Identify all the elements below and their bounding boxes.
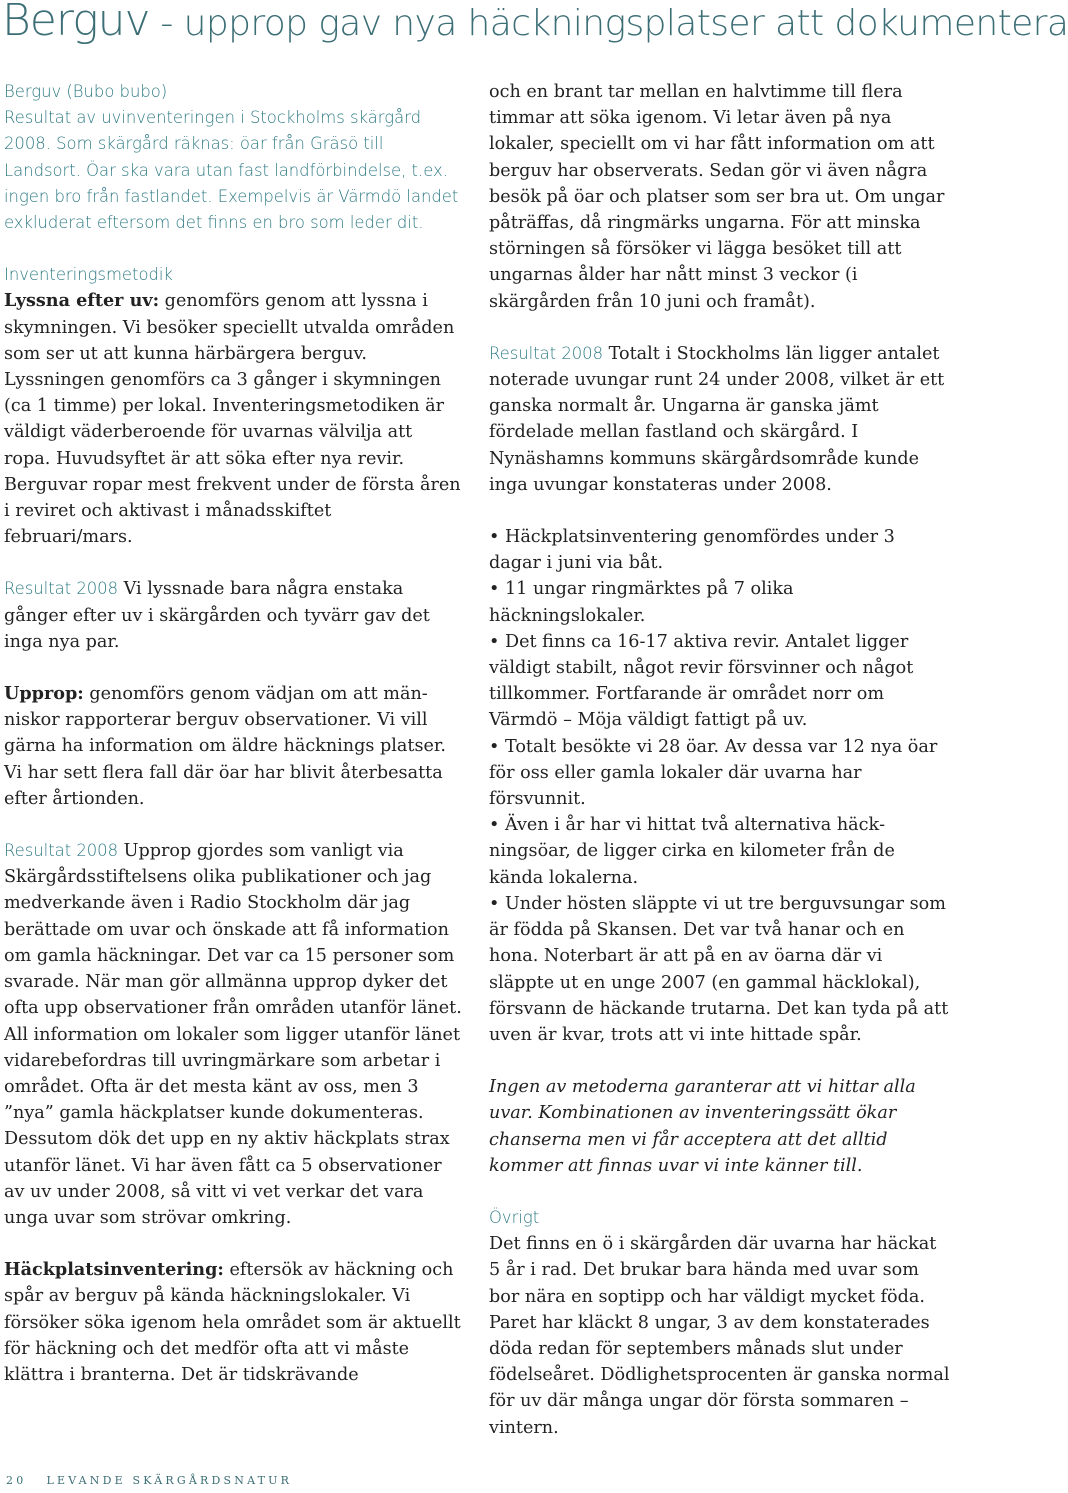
- title-subtitle: - upprop gav nya häckningsplatser att dokumentera: [149, 3, 1068, 44]
- result-paragraph-1: [4, 576, 462, 655]
- ovrigt-paragraph: Det finns en ö i skärgården där uvarna har häckat 5 år i rad. Det brukar bara hända med uvar som bor nära en soptipp och har väldigt mycket föda. Paret har kläckt 8 ungar, 3 av dem konstaterades döda redan för septembers månads slut under födelseåret. Dödlighetsprocenten är ganska normal för uv där många ungar dör första sommaren – vintern.: [489, 1234, 950, 1438]
- page-number: 20: [6, 1474, 27, 1487]
- result-label: Resultat 2008: [4, 841, 119, 861]
- upprop-paragraph: [4, 681, 462, 812]
- bullet-item: • Även i år har vi hittat två alternativa häckningsöar, de ligger cirka en kilometer från de kända lokalerna.: [489, 815, 895, 888]
- publication-name: LEVANDE SKÄRGÅRDSNATUR: [46, 1474, 293, 1487]
- method-heading: Inventeringsmetodik: [4, 265, 173, 285]
- conclusion-italic: Ingen av metoderna garanterar att vi hittar alla uvar. Kombinationen av inventeringssätt ökar chanserna men vi får acceptera att det alltid kommer att finnas uvar vi inte känner till.: [489, 1077, 916, 1176]
- result-text: Upprop gjordes som vanligt via Skärgårdsstiftelsens olika publikationer och jag medverkande även i Radio Stockholm där jag berättade om uvar och önskade att få information om gamla häckningar. Det var ca 15 personer som svarade. När man gör allmänna upprop dyker det ofta upp observationer från områden utanför länet. All information om lokaler som ligger utanför länet vidarebefordras till uvringmärkare som arbetar i området. Ofta är det mesta känt av oss, men 3 ”nya” gamla häckplatser kunde dokumenteras. Dessutom dök det upp en ny aktiv häckplats strax utanför länet. Vi har även fått ca 5 observationer av uv under 2008, så vitt vi vet verkar det vara unga uvar som strövar omkring.: [4, 841, 462, 1228]
- continued-paragraph: och en brant tar mellan en halvtimme till flera timmar att söka igenom. Vi letar även på nya lokaler, speciellt om vi har fått information om att berguv har observerats. Sedan gör vi även några besök på öar och platser som ser bra ut. Om ungar påträffas, då ringmärks ungarna. För att minska störningen så försöker vi lägga besöket till att ungarnas ålder har nått minst 3 veckor (i skärgården från 10 juni och framåt).: [489, 82, 945, 312]
- result-label: Resultat 2008: [4, 579, 119, 599]
- result-text: Vi lyssnade bara några enstaka gånger efter uv i skärgården och tyvärr gav det inga nya par.: [4, 579, 430, 652]
- left-column: [4, 79, 462, 1388]
- hackplats-paragraph: [4, 1257, 462, 1388]
- ovrigt-heading: Övrigt: [489, 1207, 540, 1227]
- title-main: Berguv: [2, 0, 150, 46]
- method-text: genomförs genom att lyssna i skymningen. Vi besöker speciellt utvalda områden som ser ut att kunna härbärgera berguv. Lyssningen genomförs ca 3 gånger i skymningen (ca 1 timme) per lokal. Inventeringsmetodiken är väldigt väderberoende för uvarnas välvilja att ropa. Huvudsyftet är att söka efter nya revir. Berguvar ropar mest frekvent under de första åren i reviret och aktivast i månadsskiftet februari/mars.: [4, 291, 461, 548]
- species-name: Berguv (Bubo bubo): [4, 82, 168, 101]
- method-lead: Lyssna efter uv:: [4, 290, 160, 312]
- bullet-item: • Totalt besökte vi 28 öar. Av dessa var 12 nya öar för oss eller gamla lokaler där uvarna har försvunnit.: [489, 736, 938, 810]
- page-footer: [6, 1474, 292, 1487]
- hackplats-lead: Häckplatsinventering:: [4, 1259, 224, 1281]
- result-label: Resultat 2008: [489, 343, 604, 363]
- hackplats-text: eftersök av häckning och spår av berguv på kända häckningslokaler. Vi försöker söka igenom hela området som är aktuellt för häckning och det medför ofta att vi måste klättra i branterna. Det är tidskrävande: [4, 1260, 461, 1385]
- bullet-item: • 11 ungar ringmärktes på 7 olika häckningslokaler.: [489, 579, 794, 626]
- page-title: [2, 0, 1068, 47]
- upprop-lead: Upprop:: [4, 683, 84, 705]
- result-paragraph-3: [489, 341, 951, 498]
- upprop-text: genomförs genom vädjan om att människor rapporterar berguv observationer. Vi vill gärna ha information om äldre häcknings platser. Vi har sett flera fall där öar har blivit återbesatta efter årtionden.: [4, 684, 446, 809]
- bullet-item: • Häckplatsinventering genomfördes under 3 dagar i juni via båt.: [489, 527, 895, 574]
- method-paragraph: [4, 288, 462, 550]
- bullet-item: • Under hösten släppte vi ut tre berguvsungar som är födda på Skansen. Det var två hanar och en hona. Noterbart är att på en av öarna där vi släppte ut en unge 2007 (en gammal häcklokal), försvann de häckande trutarna. Det kan tyda på att uven är kvar, trots att vi inte hittade spår.: [489, 893, 949, 1045]
- right-column: [489, 79, 951, 1441]
- bullet-list: [489, 524, 951, 1048]
- intro-paragraph: Resultat av uvinventeringen i Stockholms skärgård 2008. Som skärgård räknas: öar från Gräsö till Landsort. Öar ska vara utan fast landförbindelse, t.ex. ingen bro från fastlandet. Exempelvis är Värmdö landet exkluderat eftersom det finns en bro som leder dit.: [4, 108, 459, 233]
- result-paragraph-2: [4, 838, 462, 1231]
- bullet-item: • Det finns ca 16-17 aktiva revir. Antalet ligger väldigt stabilt, något revir försvinner och något tillkommer. Fortfarande är området norr om Värmdö – Möja väldigt fattigt på uv.: [489, 631, 914, 731]
- result-text: Totalt i Stockholms län ligger antalet noterade uvungar runt 24 under 2008, vilket är ett ganska normalt år. Ungarna är ganska jämt fördelade mellan fastland och skärgård. I Nynäshamns kommuns skärgårdsområde kunde inga uvungar konstateras under 2008.: [489, 343, 945, 495]
